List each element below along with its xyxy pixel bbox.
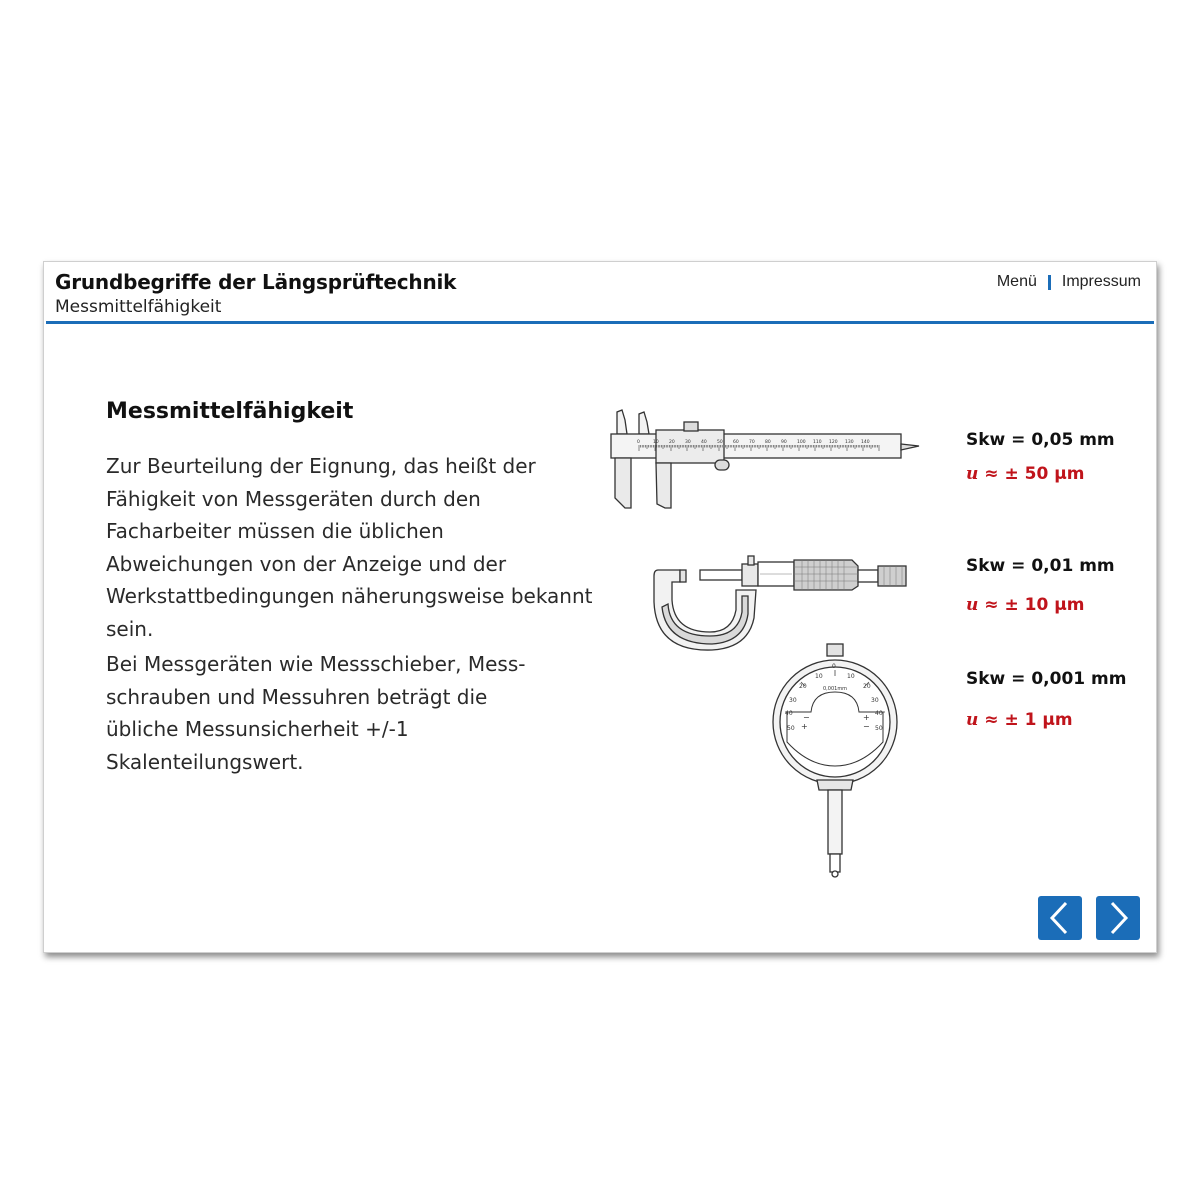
- svg-text:−: −: [803, 713, 810, 722]
- dial-right-50: 50: [875, 725, 883, 732]
- caliper-u-value: ≈ ± 50 µm: [978, 464, 1085, 484]
- caliper-scale-label: 100: [797, 440, 806, 445]
- caliper-scale-label: 30: [685, 440, 691, 445]
- caliper-scale-label: 120: [829, 440, 838, 445]
- dial-zero: 0: [832, 663, 836, 670]
- caliper-scale-label: 130: [845, 440, 854, 445]
- caliper-scale-label: 10: [653, 440, 659, 445]
- dial-u-value: ≈ ± 1 µm: [978, 710, 1073, 730]
- caliper-uncertainty: [966, 464, 1084, 484]
- dial-uncertainty: [966, 710, 1073, 730]
- u-symbol: u: [966, 710, 979, 730]
- caliper-illustration: [609, 404, 929, 512]
- paragraph-suitability: Zur Beurteilung der Eignung, das heißt der Fähigkeit von Messgeräten durch den Facharbeiter müssen die üblichen Abweichungen von der Anzeige und der Werkstattbedingungen näherungsweise bekannt sein.: [106, 454, 593, 641]
- caliper-scale-label: 40: [701, 440, 707, 445]
- caliper-scale-label: 60: [733, 440, 739, 445]
- micrometer-uncertainty: [966, 595, 1084, 615]
- u-symbol: u: [966, 595, 979, 615]
- impressum-link[interactable]: Impressum: [1061, 273, 1141, 290]
- caliper-scale-label: 70: [749, 440, 755, 445]
- caliper-scale-label: 0: [637, 440, 640, 445]
- svg-text:−: −: [863, 722, 870, 731]
- chevron-right-icon: [1104, 901, 1132, 935]
- top-navigation: [997, 273, 1141, 291]
- caliper-skw: Skw = 0,05 mm: [966, 430, 1115, 450]
- dial-left-40: 40: [785, 710, 793, 717]
- svg-text:+: +: [801, 722, 808, 731]
- slide: [43, 261, 1157, 953]
- caliper-scale-label: 20: [669, 440, 675, 445]
- dial-right-10: 10: [847, 673, 855, 680]
- dial-indicator-illustration: [771, 642, 901, 878]
- dial-left-10: 10: [815, 673, 823, 680]
- micrometer-skw: Skw = 0,01 mm: [966, 556, 1115, 576]
- next-button[interactable]: [1096, 896, 1140, 940]
- dial-left-20: 20: [799, 683, 807, 690]
- dial-right-40: 40: [875, 710, 883, 717]
- content-heading: Messmittelfähigkeit: [106, 399, 354, 424]
- u-symbol: u: [966, 464, 979, 484]
- page-subtitle: Messmittelfähigkeit: [55, 297, 222, 317]
- caliper-scale-label: 140: [861, 440, 870, 445]
- caliper-scale-label: 110: [813, 440, 822, 445]
- dial-left-30: 30: [789, 697, 797, 704]
- dial-unit-label: 0,001mm: [823, 686, 848, 692]
- paragraph-uncertainty: Bei Messgeräten wie Messschieber, Mess-schrauben und Messuhren beträgt die übliche Messunsicherheit +/-1 Skalenteilungswert.: [106, 652, 526, 774]
- page-title: Grundbegriffe der Längsprüftechnik: [55, 270, 457, 294]
- nav-separator: [1048, 275, 1051, 290]
- micrometer-u-value: ≈ ± 10 µm: [978, 595, 1085, 615]
- dial-right-20: 20: [863, 683, 871, 690]
- previous-button[interactable]: [1038, 896, 1082, 940]
- caliper-scale-label: 80: [765, 440, 771, 445]
- svg-text:+: +: [863, 713, 870, 722]
- menu-link[interactable]: Menü: [996, 273, 1037, 290]
- dial-skw: Skw = 0,001 mm: [966, 669, 1127, 689]
- micrometer-illustration: [652, 552, 922, 654]
- dial-left-50: 50: [787, 725, 795, 732]
- caliper-scale-label: 90: [781, 440, 787, 445]
- caliper-scale-label: 50: [717, 440, 723, 445]
- header-divider: [46, 321, 1154, 324]
- chevron-left-icon: [1046, 901, 1074, 935]
- dial-right-30: 30: [871, 697, 879, 704]
